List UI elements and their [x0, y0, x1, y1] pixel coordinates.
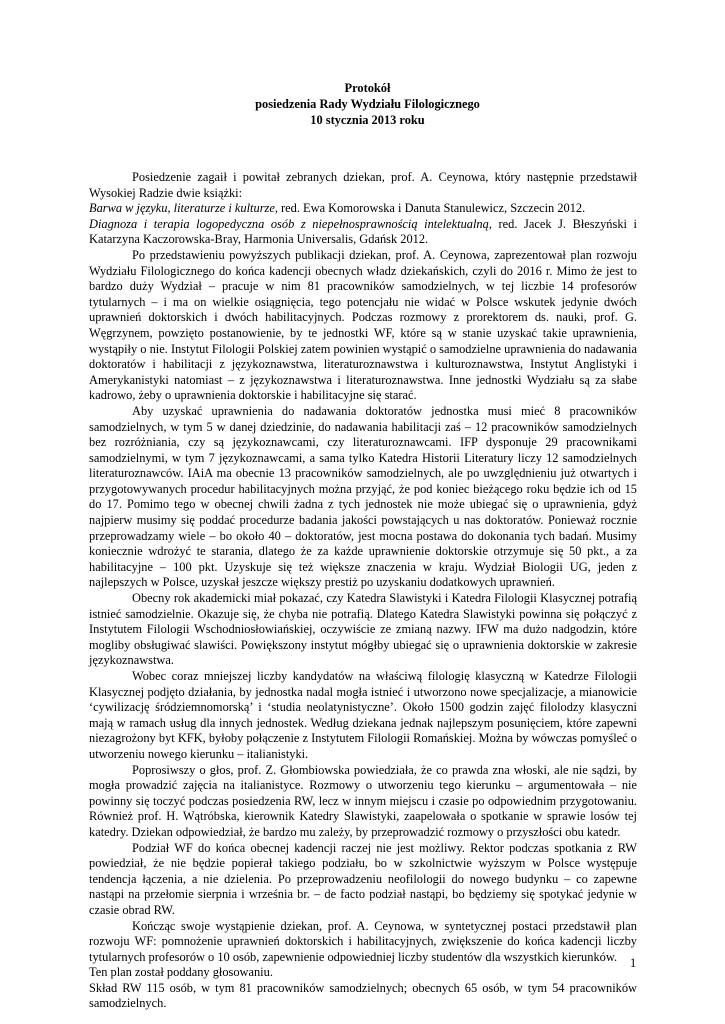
paragraph-discussion: Poprosiwszy o głos, prof. Z. Głombiowska powiedziała, że co prawda zna włoski, ale nie sądzi, by mogła prowadzić zajęcia na italianistyce. Rozmowy o utworzeniu tego kierunku – argumentowała – nie powinny się toczyć podczas posiedzenia RW, lecz w innym miejscu i czasie po odpowiednim przygotowaniu. Również prof. H. Wątróbska, kierownik Katedry Slawistyki, zaapelowała o spotkanie w sprawie losów tej katedry. Dziekan odpowiedział, że bardzo mu zależy, by przeprowadzić rozmowy o przyszłości obu katedr.	[89, 762, 637, 839]
book-entry-1	[89, 201, 637, 217]
book-entry-2	[89, 217, 637, 248]
paragraph-opening: Posiedzenie zagaił i powitał zebranych dziekan, prof. A. Ceynowa, który następnie przedstawił Wysokiej Radzie dwie książki:	[89, 170, 637, 200]
paragraph-faculty-division: Podział WF do końca obecnej kadencji raczej nie jest możliwy. Rektor podczas spotkania z RW powiedział, że nie będzie popierał takiego podziału, bo w szkolnictwie wyższym w Polsce występuje tendencja łączenia, a nie dzielenia. Po przeprowadzeniu neofilologii do nowego budynku – co zapewne nastąpi na przełomie sierpnia i września br. – de facto podział nastąpi, bo będziemy się spotykać jedynie w czasie obrad RW.	[89, 840, 637, 917]
page-number: 1	[630, 956, 637, 970]
paragraph-plan-summary: Kończąc swoje wystąpienie dziekan, prof. A. Ceynowa, w syntetycznej postaci przedstawił plan rozwoju WF: pomnożenie uprawnień doktorskich i habilitacyjnych, zwiększenie do końca kadencji liczby tytularnych profesorów o 10 osób, zapewnienie odpowiedniej liczby studentów dla wszystkich kierunków.	[89, 918, 637, 964]
paragraph-development-plan: Po przedstawieniu powyższych publikacji dziekan, prof. A. Ceynowa, zaprezentował plan rozwoju Wydziału Filologicznego do końca kadencji obecnych władz dziekańskich, czyli do 2016 r. Mimo że jest to bardzo duży Wydział – pracuje w nim 81 pracowników samodzielnych, w tej liczbie 14 profesorów tytularnych – i ma on wielkie osiągnięcia, tego potencjału nie widać w Polsce wskutek jedynie dwóch uprawnień doktorskich i dwóch habilitacyjnych. Podczas rozmowy z prorektorem ds. nauki, prof. G. Węgrzynem, powzięto postanowienie, by te jednostki WF, które są w stanie uzyskać takie uprawnienia, wystąpiły o nie. Instytut Filologii Polskiej zatem powinien wystąpić o samodzielne uprawnienia do nadawania doktoratów i habilitacji z językoznawstwa, literaturoznawstwa i kulturoznawstwa, Instytut Anglistyki i Amerykanistyki natomiast – z językoznawstwa i literaturoznawstwa. Inne jednostki Wydziału są za słabe kadrowo, żeby o uprawnienia doktorskie i habilitacyjne się starać.	[89, 247, 637, 403]
document-body	[89, 170, 637, 1012]
title-line-3: 10 stycznia 2013 roku	[310, 113, 425, 127]
title-line-2: posiedzenia Rady Wydziału Filologicznego	[255, 97, 480, 111]
title-line-1: Protokół	[344, 81, 391, 95]
document-title	[0, 80, 725, 128]
paragraph-classical-philology: Wobec coraz mniejszej liczby kandydatów na właściwą filologię klasyczną w Katedrze Filologii Klasycznej podjęto działania, by jednostka nadal mogła istnieć i utworzono nowe specjalizacje, a mianowicie ‘cywilizację śródziemnomorską’ i ‘studia neolatynistyczne’. Około 1500 godzin zajęć filolodzy klasyczni mają w ramach usług dla innych jednostek. Według dziekana jednak najlepszym posunięciem, które zapewni niezagrożony byt KFK, byłoby połączenie z Instytutem Filologii Romańskiej. Można by wówczas pomyśleć o utworzeniu nowego kierunku – italianistyki.	[89, 669, 637, 761]
book-details-2: , red. Jacek J. Błeszyński i Katarzyna Kaczorowska-Bray, Harmonia Universalis, Gdańsk 2012.	[89, 216, 637, 247]
book-title-2: Diagnoza i terapia logopedyczna osób z niepełnosprawnością intelektualną	[89, 216, 489, 231]
book-details-1: , red. Ewa Komorowska i Danuta Stanulewicz, Szczecin 2012.	[274, 201, 586, 216]
paragraph-attendance: Skład RW 115 osób, w tym 81 pracowników samodzielnych; obecnych 65 osób, w tym 54 pracowników samodzielnych.	[89, 980, 637, 1011]
paragraph-slavic-studies: Obecny rok akademicki miał pokazać, czy Katedra Slawistyki i Katedra Filologii Klasycznej potrafią istnieć samodzielnie. Okazuje się, że chyba nie potrafią. Dlatego Katedra Slawistyki powinna się połączyć z Instytutem Filologii Wschodniosłowiańskiej, oczywiście ze zmianą nazwy. IFW ma dużo nadgodzin, które mogliby obsługiwać slawiści. Powiększony instytut mógłby ubiegać się o uprawnienia doktorskie w zakresie językoznawstwa.	[89, 591, 637, 668]
book-title-1: Barwa w języku, literaturze i kulturze	[89, 201, 275, 216]
paragraph-vote: Ten plan został poddany głosowaniu.	[89, 965, 273, 980]
paragraph-doctoral-rights: Aby uzyskać uprawnienia do nadawania doktoratów jednostka musi mieć 8 pracowników samodzielnych, w tym 5 w danej dziedzinie, do nadawania habilitacji zaś – 12 pracowników samodzielnych bez rozróżniania, czy są językoznawcami, czy literaturoznawcami. IFP dysponuje 29 pracownikami samodzielnymi, w tym 7 językoznawcami, a sama tylko Katedra Historii Literatury liczy 12 samodzielnych literaturoznawców. IAiA ma obecnie 13 pracowników samodzielnych, ale po uwzględnieniu już otwartych i przygotowywanych procedur habilitacyjnych można przyjąć, że pod koniec bieżącego roku będzie ich od 15 do 17. Pomimo tego w obecnej chwili żadna z tych jednostek nie może ubiegać się o uprawnienia, gdyż najpierw musimy się poddać procedurze badania jakości powstających u nas doktoratów. Ponieważ rocznie przeprowadzamy wiele – bo około 40 – doktoratów, jest mocna postawa do dokonania tych badań. Musimy koniecznie wdrożyć te starania, dlatego że za każde uprawnienie doktorskie otrzymuje się 50 pkt., a za habilitacyjne – 100 pkt. Uzyskuje się też większe znaczenia w kraju. Wydział Biologii UG, jeden z najlepszych w Polsce, uzyskał jeszcze większy prestiż po uzyskaniu dodatkowych uprawnień.	[89, 403, 637, 590]
